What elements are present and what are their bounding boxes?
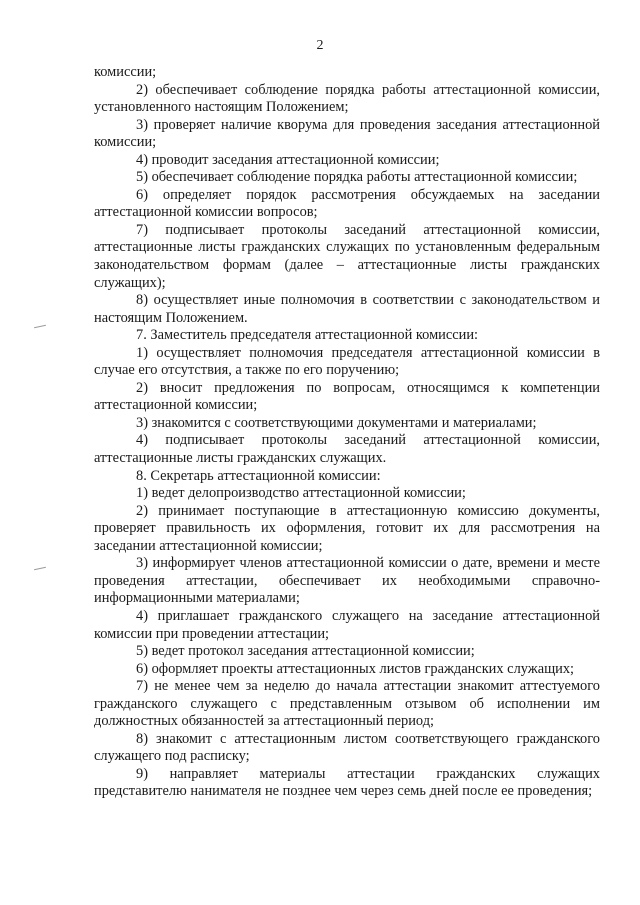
- scan-mark: [34, 325, 46, 328]
- list-item: 6) определяет порядок рассмотрения обсуждаемых на заседании аттестационной комиссии вопросов;: [94, 186, 600, 221]
- list-item: 6) оформляет проекты аттестационных листов гражданских служащих;: [136, 660, 575, 677]
- list-item: 5) обеспечивает соблюдение порядка работы аттестационной комиссии;: [136, 169, 578, 186]
- list-item: 2) вносит предложения по вопросам, относящимся к компетенции аттестационной комиссии;: [94, 379, 600, 414]
- list-item: 5) ведет протокол заседания аттестационной комиссии;: [136, 643, 475, 660]
- list-item: 4) подписывает протоколы заседаний аттестационной комиссии, аттестационные листы гражданских служащих.: [94, 432, 600, 467]
- section-heading: 8. Секретарь аттестационной комиссии:: [136, 467, 381, 484]
- list-item: 1) ведет делопроизводство аттестационной комиссии;: [136, 485, 466, 502]
- list-item: 3) информирует членов аттестационной комиссии о дате, времени и месте проведения аттестации, обеспечивает их необходимыми справочно-информационными материалами;: [94, 555, 600, 607]
- list-item: 3) знакомится с соответствующими документами и материалами;: [136, 414, 537, 431]
- list-item: 2) обеспечивает соблюдение порядка работы аттестационной комиссии, установленного настоящим Положением;: [94, 81, 600, 116]
- list-item: 7) не менее чем за неделю до начала аттестации знакомит аттестуемого гражданского служащего с представленным отзывом об исполнении им должностных обязанностей за аттестационный период;: [94, 678, 600, 730]
- section-heading: 7. Заместитель председателя аттестационной комиссии:: [136, 327, 479, 344]
- page-number: 2: [316, 38, 324, 53]
- document-body: [94, 64, 600, 801]
- list-item: 3) проверяет наличие кворума для проведения заседания аттестационной комиссии;: [94, 116, 600, 151]
- scan-mark: [34, 567, 46, 570]
- list-item: 2) принимает поступающие в аттестационную комиссию документы, проверяет правильность их оформления, готовит их для рассмотрения на заседании аттестационной комиссии;: [94, 502, 600, 554]
- list-item: 9) направляет материалы аттестации гражданских служащих представителю нанимателя не позднее чем через семь дней после ее проведения;: [94, 765, 600, 800]
- list-item: 4) приглашает гражданского служащего на заседание аттестационной комиссии при проведении аттестации;: [94, 607, 600, 642]
- paragraph-continuation: комиссии;: [94, 64, 157, 80]
- list-item: 8) знакомит с аттестационным листом соответствующего гражданского служащего под расписку;: [94, 730, 600, 765]
- list-item: 4) проводит заседания аттестационной комиссии;: [136, 151, 440, 168]
- list-item: 7) подписывает протоколы заседаний аттестационной комиссии, аттестационные листы гражданских служащих по установленным федеральным законодательством формам (далее – аттестационные листы гражданских служащих);: [94, 221, 600, 291]
- list-item: 8) осуществляет иные полномочия в соответствии с законодательством и настоящим Положением.: [94, 292, 600, 326]
- list-item: 1) осуществляет полномочия председателя аттестационной комиссии в случае его отсутствия, а также по его поручению;: [94, 344, 600, 379]
